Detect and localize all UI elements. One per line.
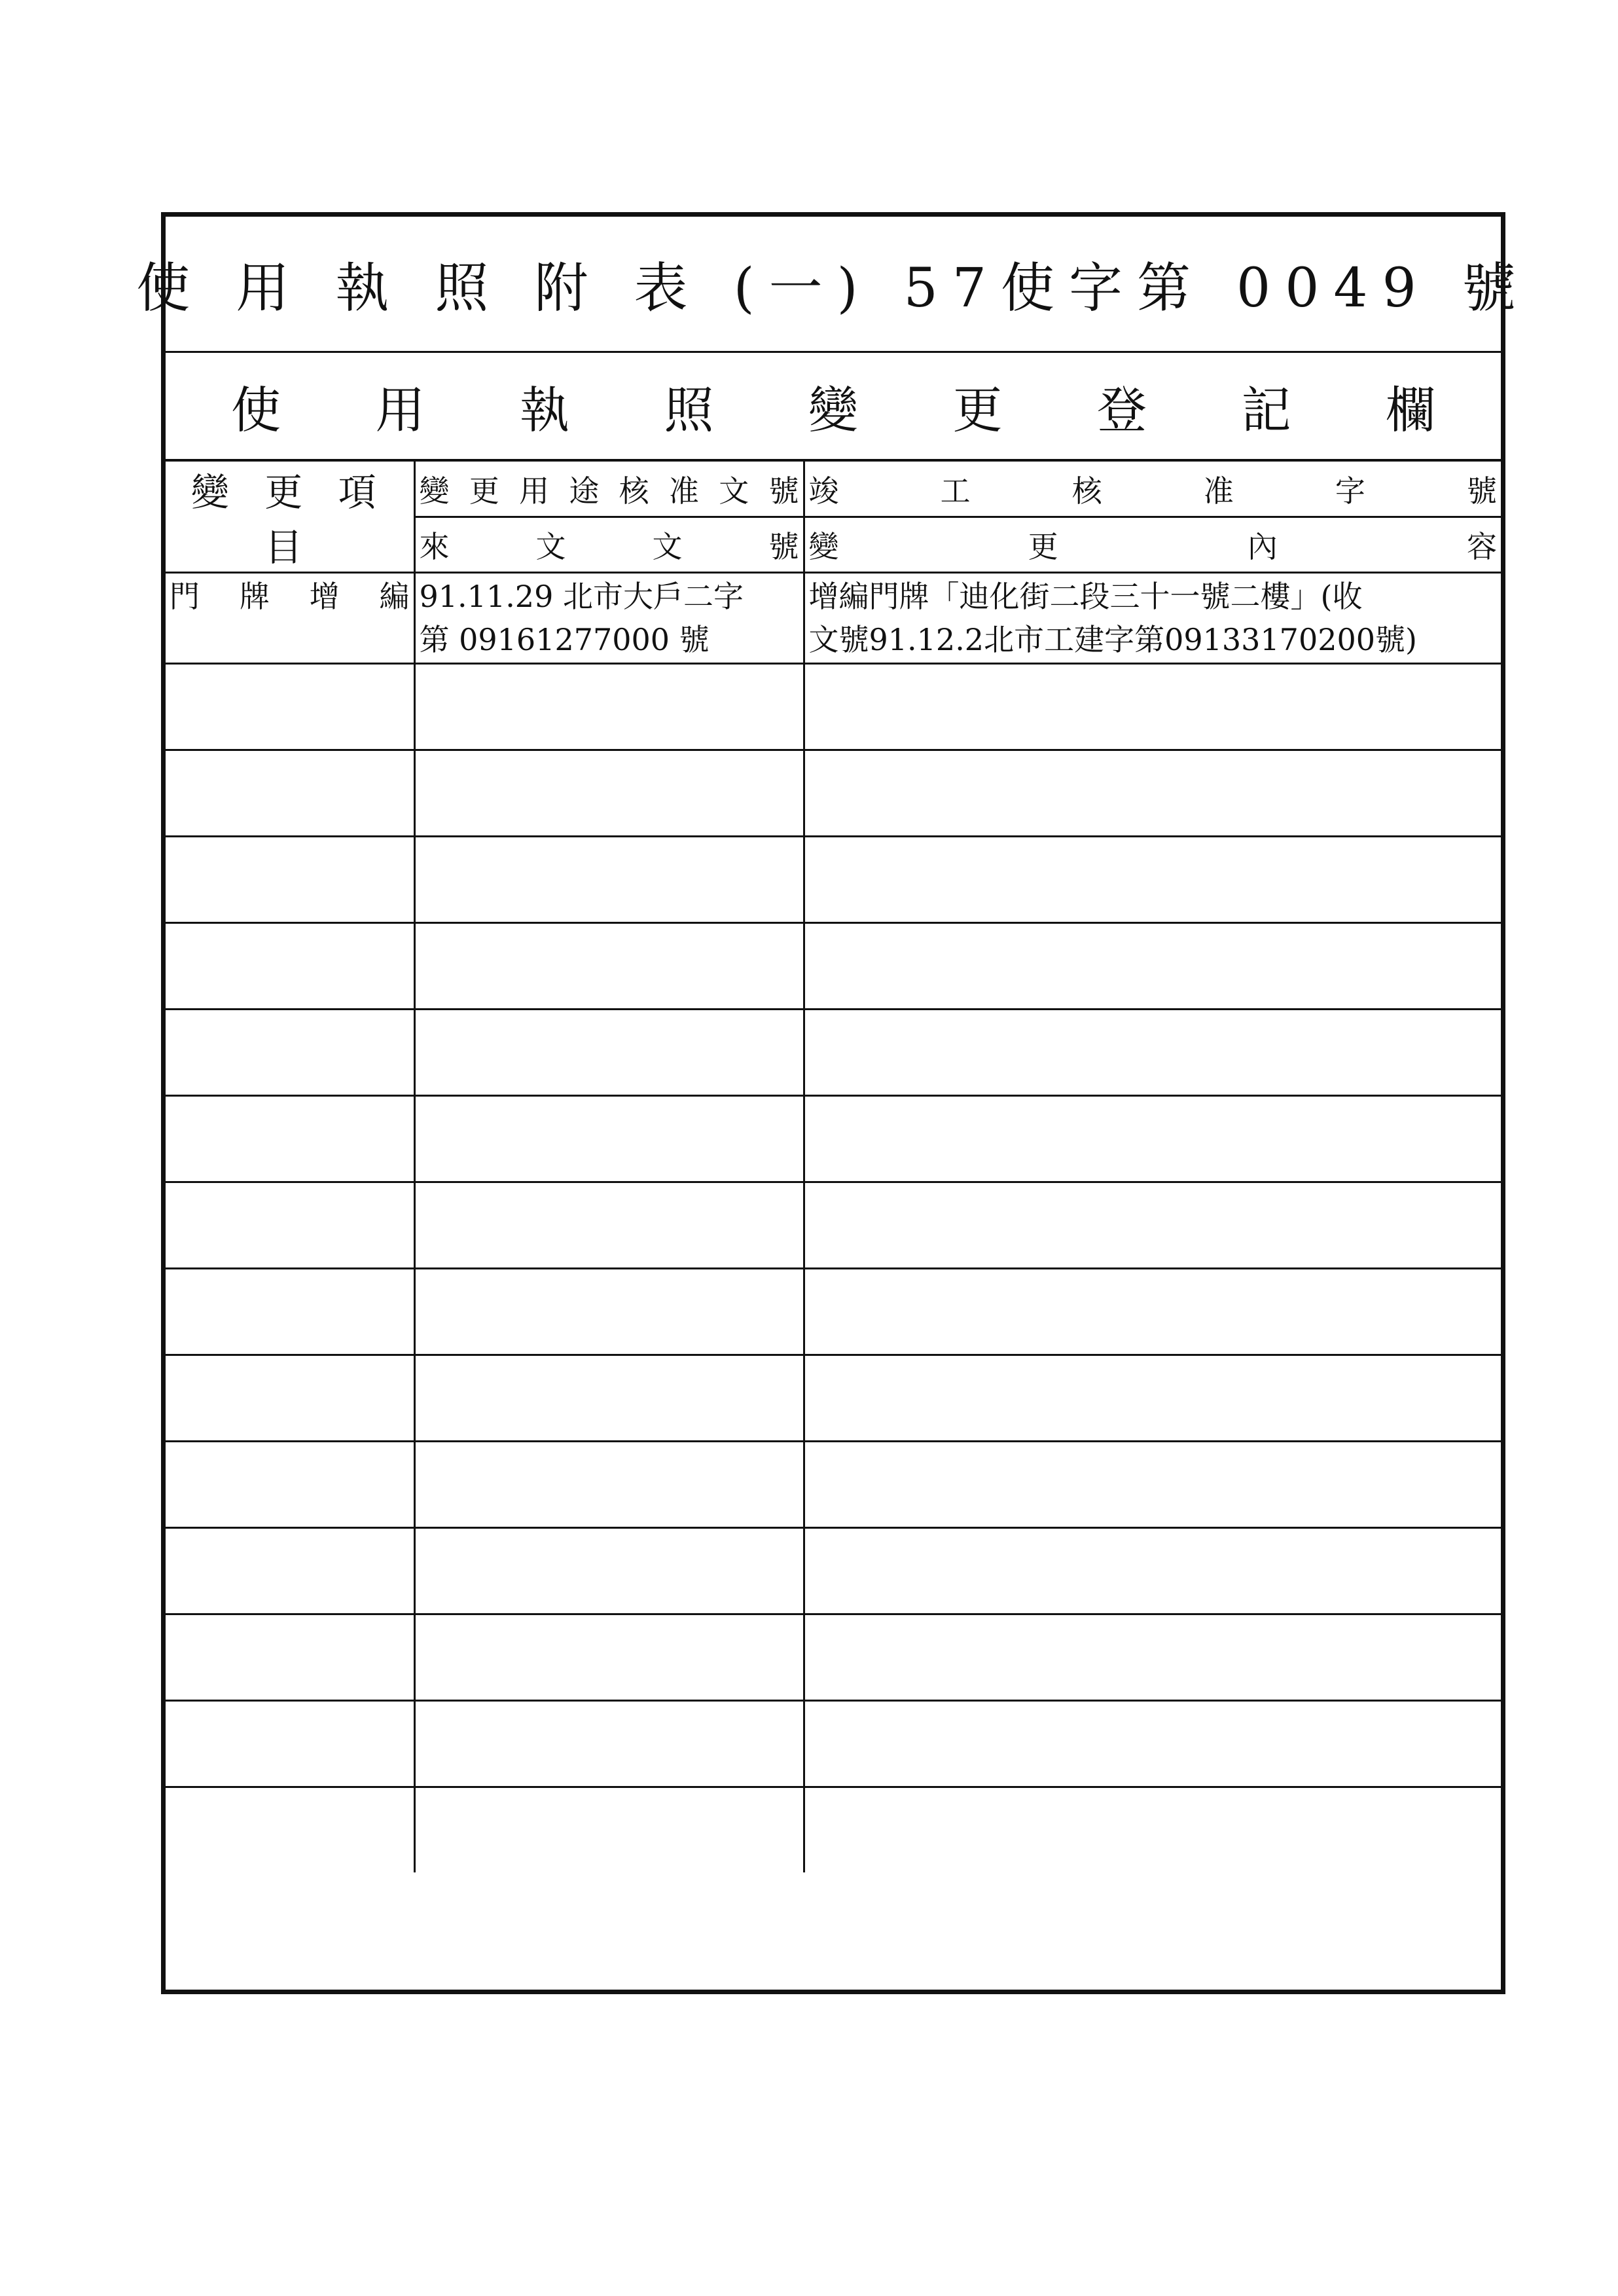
register-title-char: 登 [1097, 380, 1147, 439]
table-row [166, 1528, 1501, 1614]
empty-cell [804, 1442, 1501, 1528]
header-char: 准 [668, 473, 699, 509]
header-char: 竣 [808, 473, 839, 509]
header-char: 字 [1335, 473, 1365, 509]
empty-cell [166, 1010, 414, 1096]
register-title-char: 變 [808, 380, 858, 439]
header-char: 容 [1466, 529, 1497, 565]
header-char: 用 [519, 473, 550, 509]
change-register-table [166, 462, 1501, 1872]
table-row [166, 923, 1501, 1010]
header-char: 文 [719, 473, 749, 509]
empty-cell [166, 750, 414, 837]
empty-cell [804, 1528, 1501, 1614]
register-title-char: 更 [952, 380, 1003, 439]
header-char: 號 [1466, 473, 1497, 509]
register-title-char: 使 [231, 380, 281, 439]
empty-cell [804, 923, 1501, 1010]
header-incoming-doc-no [414, 517, 804, 573]
register-title-char: 照 [664, 380, 714, 439]
register-title-char: 用 [375, 380, 425, 439]
register-title [231, 371, 1435, 442]
empty-cell [414, 1528, 804, 1614]
content-line-1: 增編門牌「迪化街二段三十一號二樓」(收 [808, 579, 1363, 614]
empty-cell [414, 1614, 804, 1701]
table-row [166, 750, 1501, 837]
header-char: 文 [652, 529, 683, 565]
empty-cell [166, 1269, 414, 1355]
empty-cell [414, 1269, 804, 1355]
table-row [166, 1096, 1501, 1182]
empty-cell [166, 1182, 414, 1269]
header-change-content [804, 517, 1501, 573]
empty-cell [414, 837, 804, 923]
empty-cell [414, 1182, 804, 1269]
item-char: 增 [309, 579, 340, 614]
register-title-char: 執 [520, 380, 569, 439]
header-char: 工 [940, 473, 971, 509]
empty-cell [166, 1528, 414, 1614]
empty-cell [804, 664, 1501, 750]
empty-cell [804, 1701, 1501, 1787]
cell-change-content [804, 573, 1501, 664]
header-char: 核 [619, 473, 649, 509]
empty-cell [804, 1269, 1501, 1355]
table-row [166, 1787, 1501, 1873]
empty-cell [804, 837, 1501, 923]
header-row-1 [166, 462, 1501, 517]
empty-cell [804, 1355, 1501, 1442]
header-approval-doc-no [414, 462, 804, 517]
header-char: 變 [419, 473, 450, 509]
form-title: 使 用 執 照 附 表 (一) 57使字第 0049 號 [136, 257, 1530, 319]
empty-cell [804, 1010, 1501, 1096]
content-line-2: 文號91.12.2北市工建字第09133170200號) [808, 622, 1417, 657]
table-row [166, 1355, 1501, 1442]
empty-cell [414, 1701, 804, 1787]
header-completion-no [804, 462, 1501, 517]
empty-cell [166, 837, 414, 923]
doc-line-1: 91.11.29 北市大戶二字 [419, 579, 744, 614]
register-title-char: 欄 [1386, 380, 1435, 439]
empty-cell [414, 1096, 804, 1182]
header-char: 更 [469, 473, 499, 509]
empty-cell [414, 1787, 804, 1873]
empty-cell [804, 750, 1501, 837]
header-change-item: 變 更 項 目 [166, 462, 414, 573]
empty-cell [166, 1096, 414, 1182]
header-char: 內 [1247, 529, 1278, 565]
header-char: 變 [808, 529, 839, 565]
header-char: 准 [1203, 473, 1234, 509]
table-row [166, 1701, 1501, 1787]
table-row [166, 837, 1501, 923]
header-char: 號 [768, 473, 799, 509]
empty-cell [166, 1355, 414, 1442]
empty-cell [414, 923, 804, 1010]
empty-cell [166, 1442, 414, 1528]
title-row [136, 217, 1530, 353]
table-row [166, 1182, 1501, 1269]
cell-doc-no [414, 573, 804, 664]
item-char: 牌 [239, 579, 270, 614]
empty-cell [414, 750, 804, 837]
empty-cell [414, 1355, 804, 1442]
empty-cell [804, 1182, 1501, 1269]
cell-change-item [166, 573, 414, 664]
empty-cell [414, 664, 804, 750]
header-char: 更 [1028, 529, 1058, 565]
header-char: 號 [768, 529, 799, 565]
usage-permit-form [136, 212, 1530, 1994]
table-row [166, 1010, 1501, 1096]
header-char: 文 [535, 529, 566, 565]
empty-cell [804, 1614, 1501, 1701]
table-row [166, 573, 1501, 664]
empty-cell [414, 1010, 804, 1096]
header-char: 來 [419, 529, 450, 565]
register-title-row [166, 353, 1501, 462]
empty-cell [804, 1787, 1501, 1873]
empty-cell [166, 664, 414, 750]
header-char: 途 [569, 473, 600, 509]
item-char: 門 [170, 579, 200, 614]
table-row [166, 1442, 1501, 1528]
header-char: 核 [1071, 473, 1102, 509]
register-title-char: 記 [1241, 380, 1291, 439]
table-row [166, 664, 1501, 750]
empty-cell [166, 1701, 414, 1787]
doc-line-2: 第 09161277000 號 [419, 622, 710, 657]
empty-cell [166, 1787, 414, 1873]
table-row [166, 1614, 1501, 1701]
table-row [166, 1269, 1501, 1355]
empty-cell [804, 1096, 1501, 1182]
empty-cell [414, 1442, 804, 1528]
item-char: 編 [379, 579, 410, 614]
empty-cell [166, 923, 414, 1010]
empty-cell [166, 1614, 414, 1701]
